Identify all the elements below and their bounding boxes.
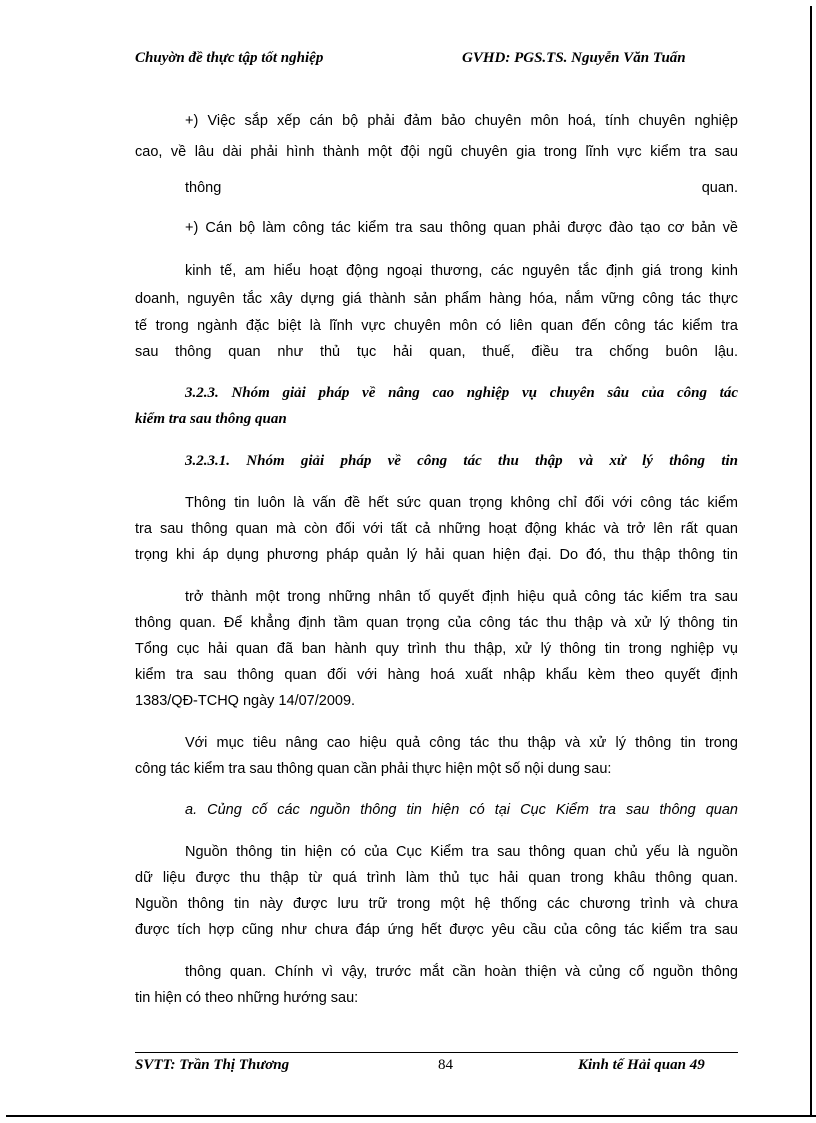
p2-line-4: tế trong ngành đặc biệt là lĩnh vực chuyên môn có liên quan đến công tác kiểm tra (135, 318, 738, 334)
p5-line-3: Nguồn thông tin này được lưu trữ trong một hệ thống các chương trình và chưa (135, 896, 738, 912)
page-border-bottom (6, 1115, 816, 1117)
p1-line-1: +) Việc sắp xếp cán bộ phải đảm bảo chuyên môn hoá, tính chuyên nghiệp (185, 113, 738, 129)
footer-rule (135, 1052, 738, 1053)
footer-student: SVTT: Trần Thị Thương (135, 1057, 290, 1073)
p4-line-1: Với mục tiêu nâng cao hiệu quả công tác thu thập và xử lý thông tin trong (185, 735, 738, 751)
page-number: 84 (438, 1057, 453, 1073)
heading-3-2-3-line-1: 3.2.3. Nhóm giải pháp về nâng cao nghiệp vụ chuyên sâu của công tác (185, 385, 738, 401)
p3-line-3: trọng khi áp dụng phương pháp quản lý hải quan hiện đại. Do đó, thu thập thông tin (135, 547, 738, 563)
p1-line-3 (185, 179, 738, 197)
p5-line-2: dữ liệu được thu thập từ quá trình làm thủ tục hải quan trong khâu thông quan. (135, 870, 738, 886)
heading-3-2-3-1: 3.2.3.1. Nhóm giải pháp về công tác thu thập và xử lý thông tin (185, 453, 738, 469)
header-right: GVHD: PGS.TS. Nguyễn Văn Tuấn (462, 50, 686, 66)
p3-line-1: Thông tin luôn là vấn đề hết sức quan trọng không chỉ đối với công tác kiểm (185, 495, 738, 511)
p3-line-8: 1383/QĐ-TCHQ ngày 14/07/2009. (135, 693, 356, 709)
p1-last-word-b: quan. (701, 180, 738, 196)
page-border-right (810, 6, 812, 1117)
p1-last-word-a: thông (185, 180, 222, 196)
p2-line-3: doanh, nguyên tắc xây dựng giá thành sản phẩm hàng hóa, nắm vững công tác thực (135, 291, 738, 307)
p1-line-2: cao, về lâu dài phải hình thành một đội ngũ chuyên gia trong lĩnh vực kiểm tra sau (135, 144, 738, 160)
p5-line-4: được tích hợp cũng như chưa đáp ứng hết được yêu cầu của công tác kiểm tra sau (135, 922, 738, 938)
p3-line-4: trở thành một trong những nhân tố quyết định hiệu quả công tác kiểm tra sau (185, 589, 738, 605)
p2-line-2: kinh tế, am hiểu hoạt động ngoại thương, các nguyên tắc định giá trong kinh (185, 263, 738, 279)
p2-line-1: +) Cán bộ làm công tác kiểm tra sau thông quan phải được đào tạo cơ bản về (185, 220, 738, 236)
heading-3-2-3-line-2: kiểm tra sau thông quan (135, 411, 287, 427)
p3-line-6: Tổng cục hải quan đã ban hành quy trình thu thập, xử lý thông tin trong nghiệp vụ (135, 641, 738, 657)
p4-line-2: công tác kiểm tra sau thông quan cần phải thực hiện một số nội dung sau: (135, 761, 612, 777)
p5-line-6: tin hiện có theo những hướng sau: (135, 990, 359, 1006)
p5-line-5: thông quan. Chính vì vậy, trước mắt cần hoàn thiện và củng cố nguồn thông (185, 964, 738, 980)
p2-line-5: sau thông quan như thủ tục hải quan, thuế, điều tra chống buôn lậu. (135, 344, 738, 360)
p3-line-5: thông quan. Để khẳng định tầm quan trọng của công tác thu thập và xử lý thông tin (135, 615, 738, 631)
p3-line-2: tra sau thông quan mà còn đối với tất cả những hoạt động khác và trở lên rất quan (135, 521, 738, 537)
p3-line-7: kiểm tra sau thông quan đối với hàng hoá xuất nhập khẩu kèm theo quyết định (135, 667, 738, 683)
footer-class: Kinh tế Hải quan 49 (578, 1057, 705, 1073)
header-left: Chuyờn đề thực tập tốt nghiệp (135, 50, 324, 66)
subheading-a: a. Củng cố các nguồn thông tin hiện có tại Cục Kiểm tra sau thông quan (185, 802, 738, 818)
p5-line-1: Nguồn thông tin hiện có của Cục Kiểm tra sau thông quan chủ yếu là nguồn (185, 844, 738, 860)
